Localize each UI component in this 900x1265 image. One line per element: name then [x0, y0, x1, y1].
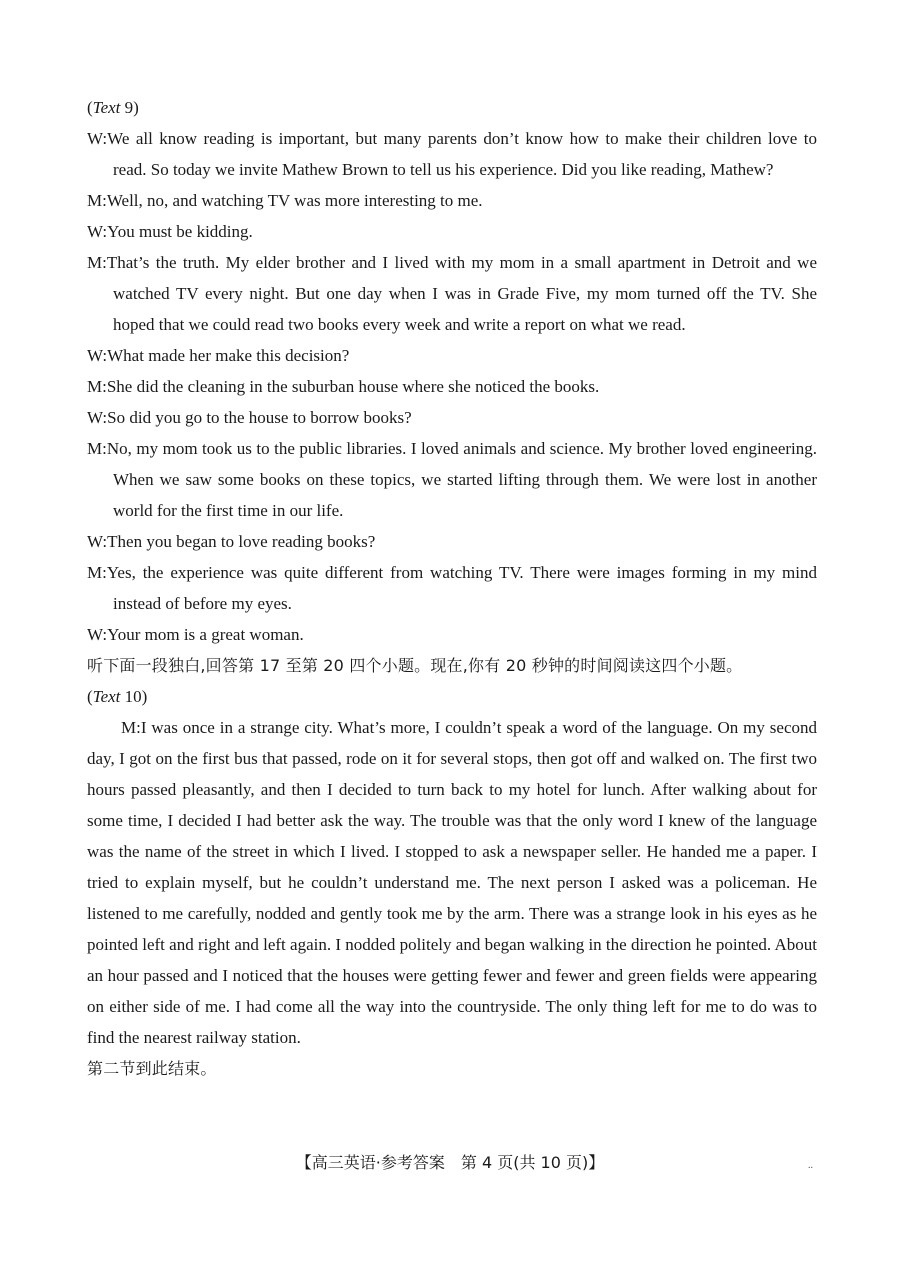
speaker-label: M:: [87, 191, 107, 210]
text10-number: 10): [120, 687, 148, 706]
turn-text: You must be kidding.: [107, 222, 253, 241]
speaker-label: W:: [87, 222, 108, 241]
text9-label: [87, 92, 817, 123]
footer-mark: ..: [808, 1160, 813, 1171]
speaker-label: M:: [87, 377, 107, 396]
text9-number: 9): [120, 98, 139, 117]
speaker-label: W:: [87, 408, 108, 427]
speaker-label: M:: [121, 718, 141, 737]
page-footer: 【高三英语·参考答案 第 4 页(共 10 页)】: [295, 1153, 605, 1172]
dialogue-turn: [87, 371, 817, 402]
section-end-note: 第二节到此结束。: [87, 1059, 217, 1078]
turn-text: That’s the truth. My elder brother and I lived with my mom in a small apartment in Detroit and we watched TV every night. But one day when I was in Grade Five, my mom turned off the TV. She hoped that we could read two books every week and write a report on what we read.: [106, 253, 817, 334]
dialogue-turn: [87, 557, 817, 619]
monologue-text: I was once in a strange city. What’s more, I couldn’t speak a word of the language. On my second day, I got on the first bus that passed, rode on it for several stops, then got off and walked on. The first two hours passed pleasantly, and then I decided to turn back to my hotel for lunch. After walking about for some time, I decided I had better ask the way. The trouble was that the only word I knew of the language was the name of the street in which I lived. I stopped to ask a newspaper seller. He handed me a paper. I tried to explain myself, but he couldn’t understand me. The next person I asked was a policeman. He listened to me carefully, nodded and gently took me by the arm. There was a strange look in his eyes as he pointed left and right and left again. I nodded politely and began walking in the direction he pointed. About an hour passed and I noticed that the houses were getting fewer and fewer and green fields were appearing on either side of me. I had come all the way into the countryside. The only thing left for me to do was to find the nearest railway station.: [87, 718, 817, 1047]
listening-instruction: 听下面一段独白,回答第 17 至第 20 四个小题。现在,你有 20 秒钟的时间阅读这四个小题。: [87, 656, 743, 675]
turn-text: What made her make this decision?: [107, 346, 350, 365]
monologue-paragraph: [87, 712, 817, 1053]
dialogue-turn: [87, 185, 817, 216]
speaker-label: W:: [87, 129, 108, 148]
document-body: [87, 92, 817, 1084]
text10-label: [87, 681, 817, 712]
turn-text: No, my mom took us to the public libraries. I loved animals and science. My brother loved engineering. When we saw some books on these topics, we started lifting through them. We were lost in another world for the first time in our life.: [106, 439, 817, 520]
speaker-label: W:: [87, 532, 108, 551]
dialogue-turn: [87, 340, 817, 371]
speaker-label: W:: [87, 625, 108, 644]
speaker-label: M:: [87, 253, 107, 272]
speaker-label: M:: [87, 439, 107, 458]
turn-text: We all know reading is important, but many parents don’t know how to make their children love to read. So today we invite Mathew Brown to tell us his experience. Did you like reading, Mathew?: [107, 129, 817, 179]
turn-text: Then you began to love reading books?: [107, 532, 376, 551]
speaker-label: W:: [87, 346, 108, 365]
dialogue-turn: [87, 402, 817, 433]
dialogue-turn: [87, 247, 817, 340]
dialogue-turn: [87, 216, 817, 247]
dialogue-turn: [87, 123, 817, 185]
turn-text: So did you go to the house to borrow books?: [107, 408, 412, 427]
dialogue: [87, 123, 817, 650]
text9-word: Text: [92, 98, 121, 117]
turn-text: Your mom is a great woman.: [107, 625, 304, 644]
text10-paren: (: [87, 687, 93, 706]
dialogue-turn: [87, 433, 817, 526]
dialogue-turn: [87, 619, 817, 650]
turn-text: Well, no, and watching TV was more interesting to me.: [106, 191, 483, 210]
speaker-label: M:: [87, 563, 107, 582]
turn-text: Yes, the experience was quite different from watching TV. There were images forming in my mind instead of before my eyes.: [106, 563, 817, 613]
turn-text: She did the cleaning in the suburban house where she noticed the books.: [106, 377, 600, 396]
dialogue-turn: [87, 526, 817, 557]
text10-word: Text: [92, 687, 121, 706]
text9-paren: (: [87, 98, 93, 117]
